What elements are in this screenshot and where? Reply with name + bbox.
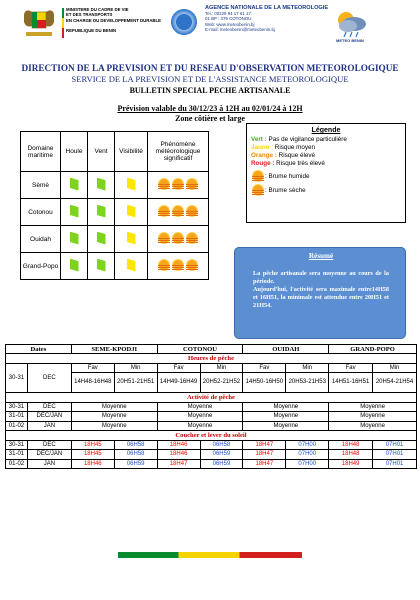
- fav-hours: 14H48-16H48: [71, 373, 114, 393]
- activity-value: Moyenne: [157, 402, 243, 412]
- green-flag-icon: [97, 205, 106, 218]
- forecast-row: [21, 226, 209, 253]
- phenomene-cell: [148, 226, 209, 253]
- titles: [0, 63, 420, 123]
- legend-vert-text: Pas de vigilance particulière: [266, 136, 347, 143]
- legend-box: [246, 123, 406, 223]
- anm-badge-icon: [170, 8, 198, 36]
- activity-row: [6, 402, 417, 412]
- houle-cell: [61, 199, 88, 226]
- domain-name: Grand-Popo: [21, 253, 61, 280]
- dry-haze-icon: [158, 232, 170, 244]
- legend-row-orange: [251, 152, 401, 160]
- dry-haze-icon: [172, 232, 184, 244]
- visibilite-cell: [115, 199, 148, 226]
- summary-title: Résumé: [308, 252, 334, 260]
- vent-cell: [88, 199, 115, 226]
- agency-name: AGENCE NATIONALE DE LA METEOROLOGIE: [205, 5, 329, 11]
- yellow-flag-icon: [127, 205, 136, 218]
- activity-value: Moyenne: [157, 421, 243, 431]
- houle-cell: [61, 172, 88, 199]
- activity-value: Moyenne: [329, 402, 417, 412]
- month-cell: JAN: [27, 421, 71, 431]
- activity-value: Moyenne: [71, 421, 157, 431]
- section-row: [6, 354, 417, 364]
- forecast-row: [21, 172, 209, 199]
- phenomene-cell: [148, 172, 209, 199]
- sunset-time: 18H47: [157, 459, 200, 469]
- sunrise-time: 06H58: [114, 450, 157, 460]
- vent-cell: [88, 226, 115, 253]
- min-label: Min: [200, 363, 243, 373]
- sunrise-time: 06H58: [114, 440, 157, 450]
- forecast-table: [20, 131, 209, 280]
- fav-hours: 14H51-16H51: [329, 373, 373, 393]
- activity-value: Moyenne: [243, 412, 329, 422]
- sunset-time: 18H47: [243, 459, 286, 469]
- summary-box: [234, 247, 406, 339]
- wet-haze-icon: [252, 170, 264, 182]
- ministry-line: REPUBLIQUE DU BENIN: [66, 28, 117, 34]
- col-houle: Houle: [61, 132, 88, 172]
- validity-text: Prévision valable du 30/12/23 à 12H au 02/01/24 à 12H: [117, 104, 303, 113]
- dry-haze-icon: [172, 178, 184, 190]
- days-cell: 31-01: [6, 412, 28, 422]
- activity-value: Moyenne: [329, 421, 417, 431]
- sunrise-time: 07H01: [373, 450, 417, 460]
- dates-header: Dates: [6, 345, 72, 354]
- yellow-flag-icon: [127, 232, 136, 245]
- min-hours: 20H53-21H53: [286, 373, 329, 393]
- dry-haze-icon: [158, 178, 170, 190]
- legend-brume-seche-text: : Brume sèche: [265, 186, 306, 194]
- sunset-time: 18H49: [329, 459, 373, 469]
- green-flag-icon: [97, 232, 106, 245]
- station-header: COTONOU: [157, 345, 243, 354]
- legend-vert-label: Vert :: [251, 136, 267, 143]
- ministry-block: [66, 7, 161, 33]
- agency-line: Web: www.meteobenin.bj: [205, 21, 255, 27]
- green-flag-icon: [70, 205, 79, 218]
- summary-paragraph: Aujourd'hui, l'activité sera maximale entre14H58 et 16H51, la minimale est attendue entre 20H51 et 21H54.: [253, 286, 389, 309]
- dry-haze-icon: [252, 184, 264, 196]
- legend-jaune-text: Risque moyen: [273, 144, 316, 151]
- legend-title: Légende: [311, 127, 341, 134]
- sunrise-time: 06H58: [200, 440, 243, 450]
- sunrise-time: 07H00: [286, 440, 329, 450]
- activity-value: Moyenne: [71, 402, 157, 412]
- min-label: Min: [114, 363, 157, 373]
- benin-flag-stripe: [62, 8, 64, 38]
- month-cell: DEC/JAN: [27, 450, 71, 460]
- month-cell: DEC: [27, 363, 71, 393]
- sunrise-time: 06H59: [200, 450, 243, 460]
- sunrise-time: 07H01: [373, 440, 417, 450]
- month-cell: DEC: [27, 402, 71, 412]
- month-cell: DEC/JAN: [27, 412, 71, 422]
- vent-cell: [88, 253, 115, 280]
- green-flag-icon: [97, 178, 106, 191]
- bottom-flag-stripe: [118, 552, 302, 558]
- days-cell: 30-31: [6, 402, 28, 412]
- green-flag-icon: [70, 259, 79, 272]
- days-cell: 01-02: [6, 421, 28, 431]
- activity-value: Moyenne: [329, 412, 417, 422]
- activity-value: Moyenne: [71, 412, 157, 422]
- col-phenomene: Phénomène météorologique significatif: [148, 132, 209, 172]
- activity-row: [6, 421, 417, 431]
- legend-row-jaune: [251, 144, 401, 152]
- service-title: SERVICE DE LA PREVISION ET DE L'ASSISTANCE METEOROLOGIQUE: [71, 74, 349, 84]
- col-visibilite: Visibilité: [115, 132, 148, 172]
- section-heures-de-peche: Heures de pêche: [6, 354, 417, 364]
- dry-haze-icon: [172, 205, 184, 217]
- green-flag-icon: [97, 259, 106, 272]
- min-hours: 20H54-21H54: [373, 373, 417, 393]
- fav-label: Fav: [243, 363, 286, 373]
- ministry-line: MINISTERE DU CADRE DE VIE: [66, 7, 129, 12]
- legend-row-vert: [251, 136, 401, 144]
- legend-row-rouge: [251, 160, 401, 168]
- col-vent: Vent: [88, 132, 115, 172]
- section-activite: Activité de pêche: [6, 393, 417, 403]
- fav-hours: 14H49-16H49: [157, 373, 200, 393]
- activity-row: [6, 412, 417, 422]
- dry-haze-icon: [186, 205, 198, 217]
- days-cell: 30-31: [6, 440, 28, 450]
- domain-name: Ouidah: [21, 226, 61, 253]
- sunset-time: 18H46: [157, 450, 200, 460]
- agency-line: Tel.: 00229 94 17 61 17: [205, 11, 251, 17]
- green-flag-icon: [70, 178, 79, 191]
- dry-haze-icon: [158, 205, 170, 217]
- ministry-line: EN CHARGE DU DEVELOPPEMENT DURABLE: [66, 17, 162, 23]
- sunrise-time: 07H01: [373, 459, 417, 469]
- zone-text: Zone côtière et large: [175, 114, 245, 123]
- legend-orange-label: Orange :: [251, 152, 277, 159]
- fav-label: Fav: [329, 363, 373, 373]
- green-flag-icon: [70, 232, 79, 245]
- col-domaine: Domaine maritime: [21, 132, 61, 172]
- visibilite-cell: [115, 226, 148, 253]
- legend-orange-text: Risque élevé: [276, 152, 316, 159]
- dry-haze-icon: [186, 178, 198, 190]
- phenomene-cell: [148, 253, 209, 280]
- fav-label: Fav: [157, 363, 200, 373]
- legend-brume-seche: [251, 184, 401, 196]
- phenomene-cell: [148, 199, 209, 226]
- summary-paragraph: La pêche artisanale sera moyenne au cours de la période.: [253, 270, 389, 285]
- legend-jaune-label: Jaune :: [251, 144, 274, 151]
- yellow-flag-icon: [127, 178, 136, 191]
- min-hours: 20H51-21H51: [114, 373, 157, 393]
- month-cell: JAN: [27, 459, 71, 469]
- header: [0, 4, 420, 44]
- houle-cell: [61, 226, 88, 253]
- domain-name: Cotonou: [21, 199, 61, 226]
- direction-title: DIRECTION DE LA PREVISION ET DU RESEAU D'OBSERVATION METEOROLOGIQUE: [21, 63, 399, 73]
- domain-name: Sèmè: [21, 172, 61, 199]
- section-soleil: Coucher et lever du soleil: [6, 431, 417, 441]
- fav-min-label-row: [6, 363, 417, 373]
- activity-value: Moyenne: [157, 412, 243, 422]
- vent-cell: [88, 172, 115, 199]
- station-header: OUIDAH: [243, 345, 329, 354]
- table-header-row: [6, 345, 417, 354]
- yellow-flag-icon: [127, 259, 136, 272]
- month-cell: DEC: [27, 440, 71, 450]
- legend-brume-humide: [251, 170, 401, 182]
- sunrise-time: 06H59: [114, 459, 157, 469]
- ministry-line: ET DES TRANSPORTS: [66, 12, 113, 18]
- forecast-row: [21, 199, 209, 226]
- sun-row: [6, 459, 417, 469]
- sunset-time: 18H46: [157, 440, 200, 450]
- dry-haze-icon: [158, 259, 170, 271]
- sunset-time: 18H47: [243, 450, 286, 460]
- visibilite-cell: [115, 172, 148, 199]
- sunset-time: 18H45: [71, 450, 114, 460]
- sunset-time: 18H46: [71, 459, 114, 469]
- sunset-time: 18H48: [329, 450, 373, 460]
- days-cell: 30-31: [6, 363, 28, 393]
- fishing-table: [5, 344, 417, 469]
- legend-rouge-label: Rouge :: [251, 160, 275, 167]
- dry-haze-icon: [186, 259, 198, 271]
- sunset-time: 18H47: [243, 440, 286, 450]
- logo-text: METEO BENIN: [336, 38, 364, 43]
- visibilite-cell: [115, 253, 148, 280]
- days-cell: 31-01: [6, 450, 28, 460]
- min-label: Min: [286, 363, 329, 373]
- activity-value: Moyenne: [243, 402, 329, 412]
- station-header: SEME-KPODJI: [71, 345, 157, 354]
- activity-value: Moyenne: [243, 421, 329, 431]
- coat-of-arms-icon: [20, 6, 58, 40]
- bulletin-title: BULLETIN SPECIAL PECHE ARTISANALE: [129, 86, 291, 95]
- meteo-benin-logo-icon: [332, 8, 370, 38]
- sun-row: [6, 440, 417, 450]
- dry-haze-icon: [186, 232, 198, 244]
- station-header: GRAND-POPO: [329, 345, 417, 354]
- days-cell: 01-02: [6, 459, 28, 469]
- section-row: [6, 431, 417, 441]
- dry-haze-icon: [172, 259, 184, 271]
- min-hours: 20H52-21H52: [200, 373, 243, 393]
- legend-brume-humide-text: : Brume humide: [265, 172, 310, 180]
- sunset-time: 18H48: [329, 440, 373, 450]
- section-row: [6, 393, 417, 403]
- fav-label: Fav: [71, 363, 114, 373]
- agency-line: 01 BP : 379 COTONOU: [205, 16, 252, 22]
- legend-rouge-text: Risque très élevé: [274, 160, 325, 167]
- forecast-header-row: [21, 132, 209, 172]
- houle-cell: [61, 253, 88, 280]
- min-label: Min: [373, 363, 417, 373]
- fav-hours: 14H50-16H50: [243, 373, 286, 393]
- sunrise-time: 07H00: [286, 450, 329, 460]
- agency-block: [205, 6, 328, 32]
- agency-line: E-mail: meteobenin@meteobenin.bj: [205, 26, 275, 32]
- sunrise-time: 06H59: [200, 459, 243, 469]
- sunset-time: 18H45: [71, 440, 114, 450]
- sunrise-time: 07H00: [286, 459, 329, 469]
- forecast-row: [21, 253, 209, 280]
- sun-row: [6, 450, 417, 460]
